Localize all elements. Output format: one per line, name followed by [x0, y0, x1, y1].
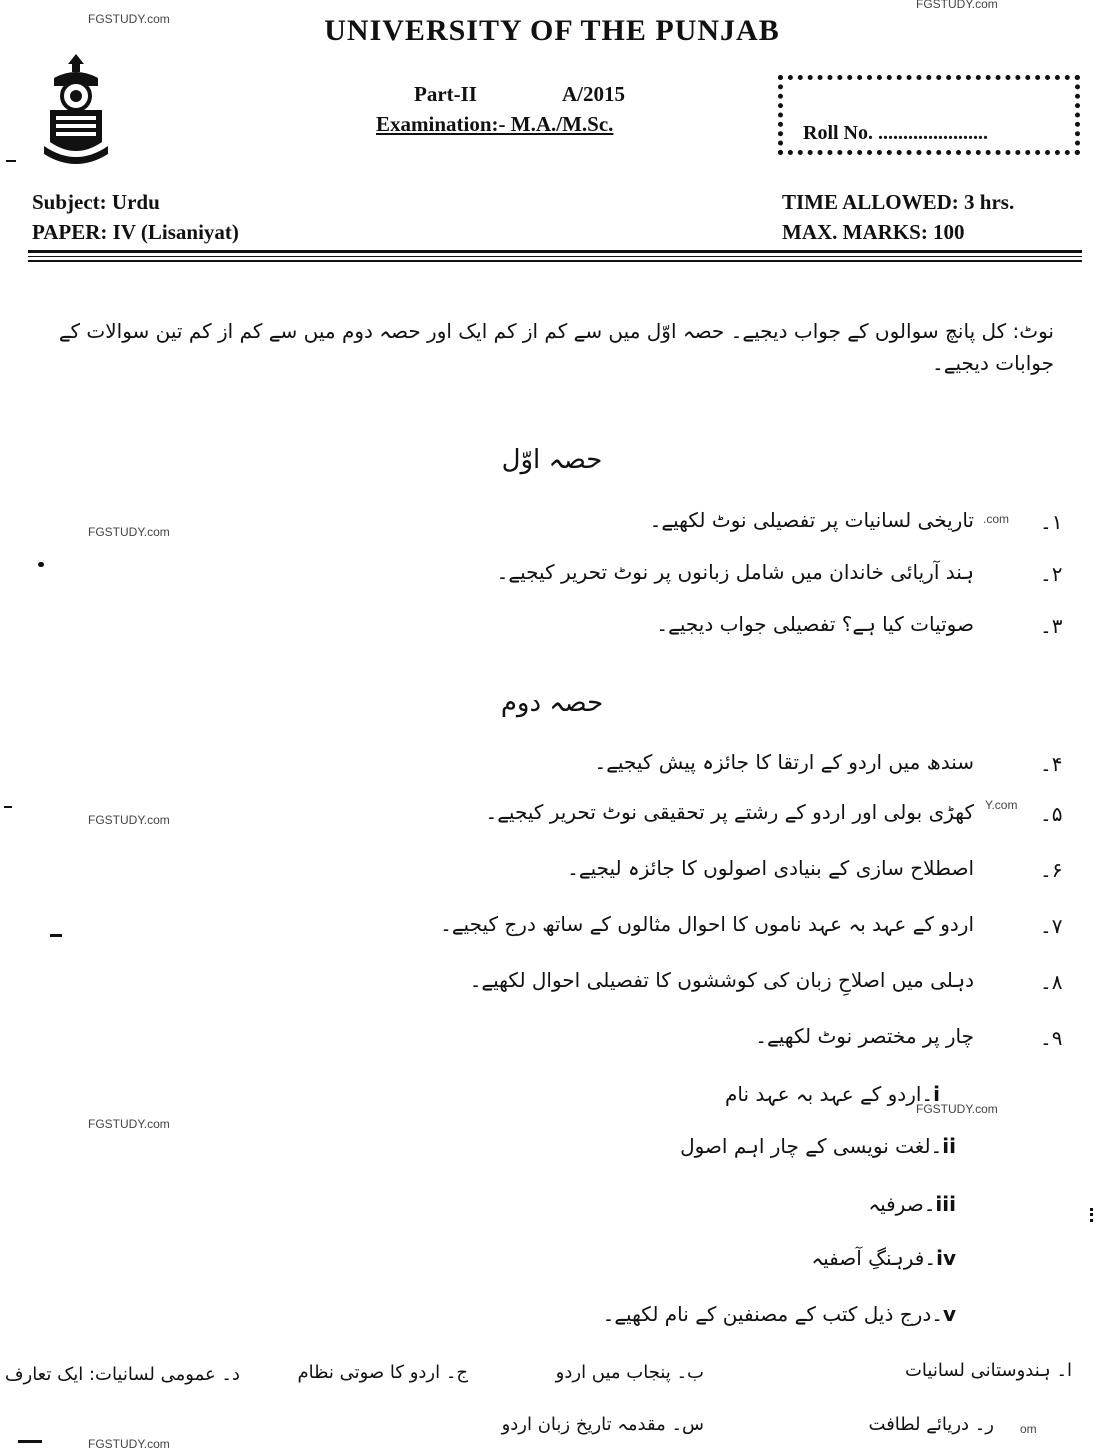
watermark-mid: FGSTUDY.com — [88, 525, 170, 539]
watermark-fragment: FGSTUDY.com — [916, 1102, 998, 1116]
university-crest-logo — [40, 50, 112, 170]
watermark-top-left: FGSTUDY.com — [88, 12, 170, 26]
scan-mark — [4, 806, 12, 808]
question-number: ۵۔ — [1040, 802, 1063, 826]
subpart-text: ۔درج ذیل کتب کے مصنفین کے نام لکھیے۔ — [602, 1302, 943, 1326]
scan-mark — [6, 160, 16, 162]
subpart-text: ۔صرفیہ — [868, 1192, 936, 1216]
question-number: ۴۔ — [1040, 752, 1063, 776]
part-label: Part-II — [414, 82, 477, 106]
paper-label: PAPER: IV (Lisaniyat) — [32, 220, 239, 244]
header-divider — [28, 256, 1082, 257]
roll-number-box — [778, 75, 1080, 155]
examination-label: Examination:- M.A./M.Sc. — [376, 112, 614, 136]
instructions-note — [54, 315, 1054, 379]
question-text: سندھ میں اردو کے ارتقا کا جائزہ پیش کیجیے۔ — [594, 750, 974, 774]
question-text: تاریخی لسانیات پر تفصیلی نوٹ لکھیے۔ — [649, 508, 974, 532]
subpart-text: ۔فرہنگِ آصفیہ — [811, 1246, 937, 1270]
subpart-text: ۔اردو کے عہد بہ عہد نام — [724, 1082, 934, 1106]
question-text: دہلی میں اصلاحِ زبان کی کوششوں کا تفصیلی احوال لکھیے۔ — [469, 968, 974, 992]
subpart-item — [811, 1246, 956, 1270]
question-number: ۱۔ — [1040, 510, 1063, 534]
subpart-item — [603, 1302, 956, 1326]
question-number: ۹۔ — [1040, 1026, 1063, 1050]
subpart-label: i — [933, 1082, 940, 1106]
subpart-item — [725, 1082, 940, 1106]
question-text: ہند آریائی خاندان میں شامل زبانوں پر نوٹ تحریر کیجیے۔ — [496, 560, 974, 584]
subpart-label: v — [942, 1302, 956, 1326]
subpart-text: ۔لغت نویسی کے چار اہم اصول — [680, 1134, 943, 1158]
book-item: ا۔ ہندوستانی لسانیات — [904, 1360, 1072, 1381]
subject-label: Subject: Urdu — [32, 190, 160, 214]
watermark-mid: FGSTUDY.com — [88, 1117, 170, 1131]
subpart-item — [680, 1134, 956, 1158]
section-title-part-2: حصہ دوم — [500, 688, 604, 718]
watermark-fragment: .com — [983, 512, 1010, 526]
question-number: ۸۔ — [1040, 970, 1063, 994]
subpart-label: iii — [935, 1192, 956, 1216]
question-text: اردو کے عہد بہ عہد ناموں کا احوال مثالوں کے ساتھ درج کیجیے۔ — [440, 912, 974, 936]
watermark-fragment: Y.com — [985, 798, 1018, 812]
subpart-item — [868, 1192, 956, 1216]
time-allowed: TIME ALLOWED: 3 hrs. — [782, 190, 1015, 214]
question-text: صوتیات کیا ہے؟ تفصیلی جواب دیجیے۔ — [656, 612, 974, 636]
subpart-label: ii — [942, 1134, 956, 1158]
scan-mark — [50, 934, 62, 937]
watermark-bottom: FGSTUDY.com — [88, 1437, 170, 1451]
watermark-fragment: om — [1020, 1422, 1037, 1436]
book-item: ر۔ دریائے لطافت — [868, 1414, 994, 1435]
question-number: ۶۔ — [1040, 858, 1063, 882]
book-item: س۔ مقدمہ تاریخ زبان اردو — [501, 1414, 704, 1435]
header-divider — [28, 260, 1082, 262]
book-item: ج۔ اردو کا صوتی نظام — [297, 1362, 468, 1383]
roll-number-label: Roll No. ...................... — [803, 122, 988, 144]
section-title-part-1: حصہ اوّل — [501, 445, 603, 475]
session-label: A/2015 — [562, 82, 625, 106]
question-number: ۷۔ — [1040, 914, 1063, 938]
book-item: ب۔ پنجاب میں اردو — [555, 1362, 704, 1383]
watermark-mid: FGSTUDY.com — [88, 813, 170, 827]
book-item: د۔ عمومی لسانیات: ایک تعارف — [4, 1364, 240, 1385]
header-divider — [28, 250, 1082, 253]
question-text: اصطلاح سازی کے بنیادی اصولوں کا جائزہ لیجیے۔ — [567, 856, 974, 880]
subpart-label: iv — [936, 1246, 956, 1270]
note-text: نوٹ: کل پانچ سوالوں کے جواب دیجیے۔ حصہ اوّل میں سے کم از کم ایک اور حصہ دوم میں سے کم از کم تین سوالات کے جوابات دیجیے۔ — [58, 319, 1054, 375]
scan-mark — [1090, 1208, 1099, 1222]
scan-mark — [38, 562, 44, 567]
university-title: UNIVERSITY OF THE PUNJAB — [324, 14, 780, 47]
question-text: چار پر مختصر نوٹ لکھیے۔ — [755, 1024, 974, 1048]
question-number: ۲۔ — [1040, 562, 1063, 586]
watermark-top-right: FGSTUDY.com — [916, 0, 998, 11]
scan-mark — [18, 1440, 42, 1443]
question-number: ۳۔ — [1040, 614, 1063, 638]
question-text: کھڑی بولی اور اردو کے رشتے پر تحقیقی نوٹ تحریر کیجیے۔ — [485, 800, 974, 824]
max-marks: MAX. MARKS: 100 — [782, 220, 965, 244]
